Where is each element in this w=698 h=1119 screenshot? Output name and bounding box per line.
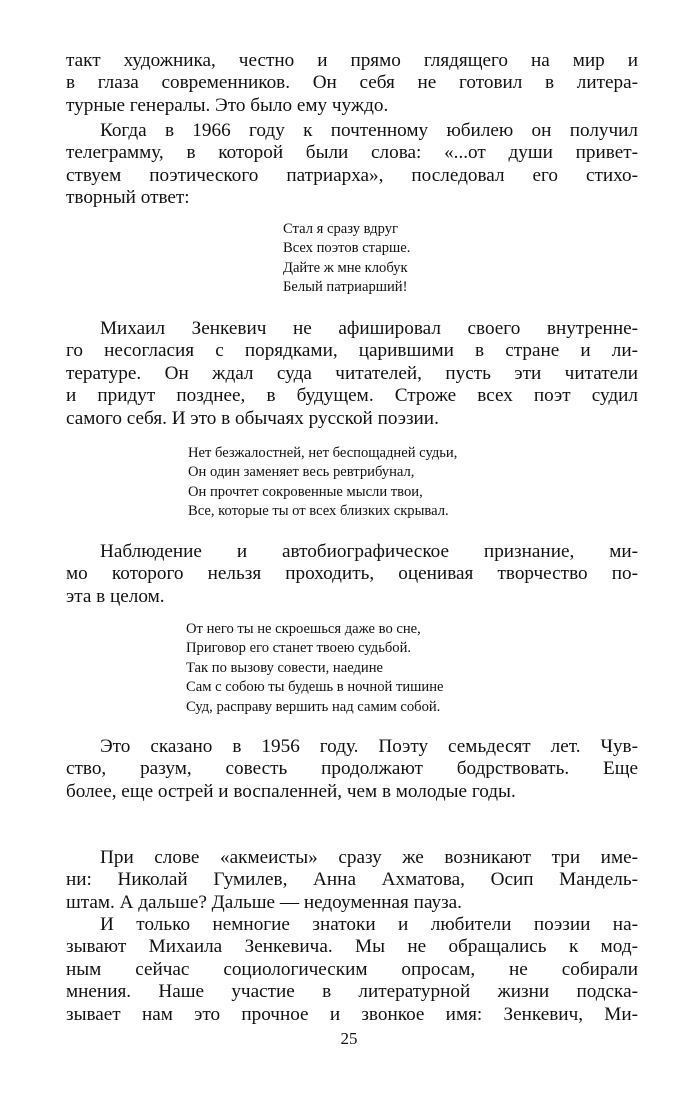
- text-line: зывают Михаила Зенкевича. Мы не обращались к мод-: [66, 936, 638, 958]
- text-line: мнения. Наше участие в литературной жизни подска-: [66, 981, 638, 1003]
- paragraph-6: [66, 847, 638, 914]
- text-line: такт художника, честно и прямо глядящего на мир и: [66, 50, 638, 71]
- text-line: в глаза современников. Он себя не готовил в литера-: [66, 72, 638, 94]
- paragraph-4: [66, 541, 638, 608]
- text-line: штам. А дальше? Дальше — недоуменная пауза.: [66, 891, 462, 913]
- poem-quote-3: [186, 620, 444, 717]
- text-line: Наблюдение и автобиографическое признание, ми-: [100, 541, 638, 562]
- verse-line: Он один заменяет весь ревтрибунал,: [188, 464, 415, 481]
- text-line: ство, разум, совесть продолжают бодрствовать. Еще: [66, 758, 638, 780]
- text-line: более, еще острей и воспаленней, чем в молодые годы.: [66, 780, 516, 802]
- verse-line: Белый патриарший!: [283, 279, 408, 296]
- verse-line: Стал я сразу вдруг: [283, 221, 398, 237]
- paragraph-7: [66, 914, 638, 1026]
- verse-line: Все, которые ты от всех близких скрывал.: [188, 503, 449, 520]
- text-line: творный ответ:: [66, 187, 190, 209]
- paragraph-1: [66, 50, 638, 117]
- text-line: ни: Николай Гумилев, Анна Ахматова, Осип Мандель-: [66, 869, 638, 891]
- poem-quote-1: [283, 220, 410, 298]
- text-line: мо которого нельзя проходить, оценивая творчество по-: [66, 563, 638, 585]
- verse-line: Приговор его станет твоею судьбой.: [186, 640, 412, 657]
- text-line: Михаил Зенкевич не афишировал своего внутренне-: [100, 318, 638, 339]
- text-line: эта в целом.: [66, 585, 165, 607]
- text-line: ным сейчас социологическим опросам, не собирали: [66, 958, 638, 980]
- text-line: го несогласия с порядками, царившими в стране и ли-: [66, 340, 638, 362]
- text-line: турные генералы. Это было ему чуждо.: [66, 94, 389, 116]
- poem-quote-2: [188, 444, 457, 522]
- verse-line: Всех поэтов старше.: [283, 240, 411, 257]
- verse-line: Дайте ж мне клобук: [283, 259, 408, 276]
- text-line: И только немногие знатоки и любители поэзии на-: [100, 914, 638, 935]
- text-line: самого себя. И это в обычаях русской поэзии.: [66, 407, 439, 429]
- text-line: зывает нам это прочное и звонкое имя: Зенкевич, Ми-: [66, 1003, 638, 1025]
- verse-line: Нет безжалостней, нет беспощадней судьи,: [188, 445, 458, 461]
- text-line: Когда в 1966 году к почтенному юбилею он получил: [100, 120, 638, 141]
- verse-line: Сам с собою ты будешь в ночной тишине: [186, 679, 444, 696]
- text-line: При слове «акмеисты» сразу же возникают три име-: [100, 847, 638, 868]
- verse-line: От него ты не скроешься даже во сне,: [186, 621, 421, 637]
- page-number: 25: [340, 1029, 358, 1048]
- paragraph-2: [66, 120, 638, 210]
- verse-line: Он прочтет сокровенные мысли твои,: [188, 483, 423, 500]
- paragraph-5: [66, 736, 638, 803]
- text-line: Это сказано в 1956 году. Поэту семьдесят лет. Чув-: [100, 736, 638, 757]
- verse-line: Суд, расправу вершить над самим собой.: [186, 698, 441, 715]
- text-line: ствуем поэтического патриарха», последовал его стихо-: [66, 164, 638, 186]
- text-line: телеграмму, в которой были слова: «...от души привет-: [66, 142, 638, 164]
- verse-line: Так по вызову совести, наедине: [186, 659, 384, 676]
- text-line: тературе. Он ждал суда читателей, пусть эти читатели: [66, 362, 638, 384]
- paragraph-3: [66, 318, 638, 430]
- text-line: и придут позднее, в будущем. Строже всех поэт судил: [66, 385, 638, 407]
